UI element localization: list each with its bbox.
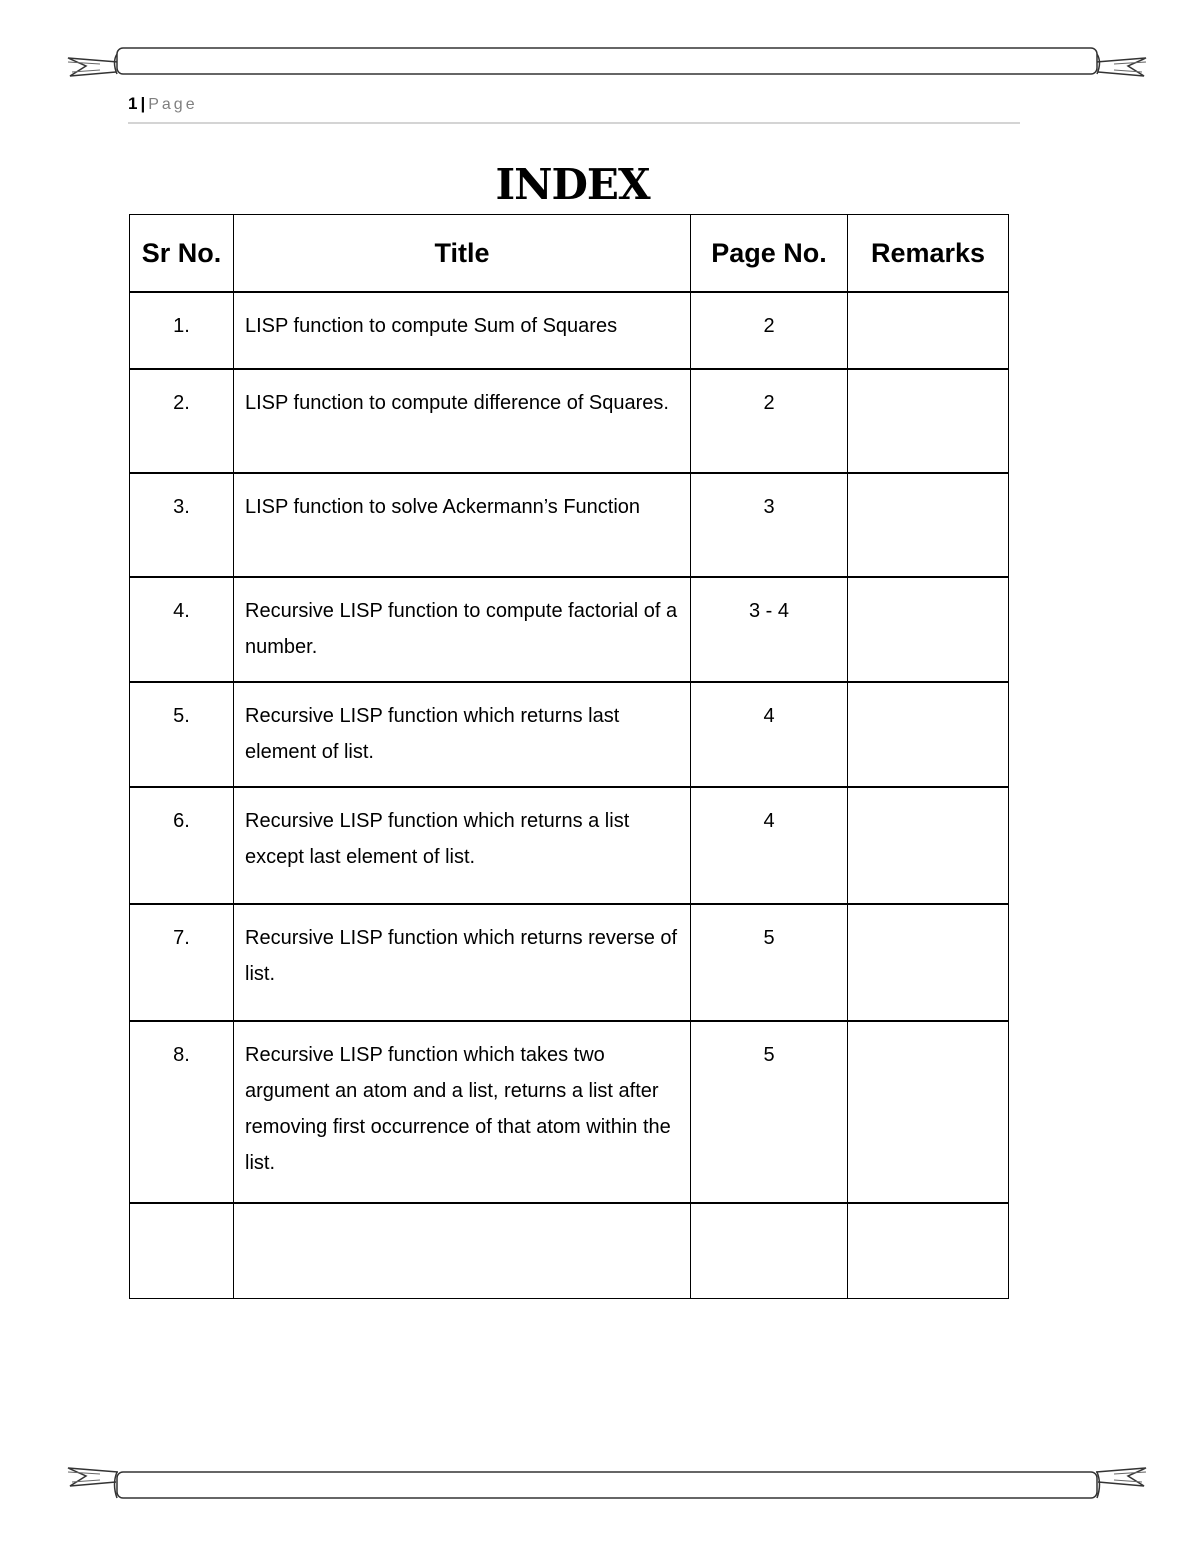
table-row — [130, 1203, 1009, 1298]
title-cell: Recursive LISP function which returns a list except last element of list. — [234, 787, 691, 904]
title-cell: Recursive LISP function which takes two argument an atom and a list, returns a list after removing first occurrence of that atom within the list. — [234, 1021, 691, 1203]
page-no-cell: 5 — [691, 1021, 848, 1203]
page-no-cell — [691, 1203, 848, 1298]
remarks-cell — [848, 473, 1009, 577]
index-title: INDEX — [495, 160, 650, 209]
table-row — [130, 292, 1009, 369]
remarks-cell — [848, 369, 1009, 473]
title-cell: Recursive LISP function to compute factorial of a number. — [234, 577, 691, 682]
sr-no-cell: 7. — [130, 904, 234, 1021]
table-row — [130, 787, 1009, 904]
table-row — [130, 473, 1009, 577]
sr-no-cell: 5. — [130, 682, 234, 787]
table-row — [130, 904, 1009, 1021]
title-cell: LISP function to solve Ackermann’s Function — [234, 473, 691, 577]
column-header-remarks: Remarks — [848, 215, 1009, 293]
table-header-row — [130, 215, 1009, 293]
page-label: Page — [148, 96, 198, 113]
table-row — [130, 682, 1009, 787]
title-cell: LISP function to compute difference of Squares. — [234, 369, 691, 473]
remarks-cell — [848, 682, 1009, 787]
column-header-sr-no: Sr No. — [130, 215, 234, 293]
remarks-cell — [848, 577, 1009, 682]
bottom-banner-border — [0, 1458, 1200, 1518]
page-number: 1 — [128, 94, 138, 113]
page-no-cell: 3 - 4 — [691, 577, 848, 682]
title-cell: Recursive LISP function which returns last element of list. — [234, 682, 691, 787]
page-header — [128, 94, 1020, 124]
title-cell — [234, 1203, 691, 1298]
sr-no-cell: 2. — [130, 369, 234, 473]
page-no-cell: 4 — [691, 682, 848, 787]
sr-no-cell: 3. — [130, 473, 234, 577]
column-header-page-no: Page No. — [691, 215, 848, 293]
page-separator: | — [140, 94, 146, 113]
table-row — [130, 369, 1009, 473]
page-no-cell: 5 — [691, 904, 848, 1021]
sr-no-cell: 6. — [130, 787, 234, 904]
page-no-cell: 2 — [691, 292, 848, 369]
page-no-cell: 3 — [691, 473, 848, 577]
table-row — [130, 577, 1009, 682]
sr-no-cell: 4. — [130, 577, 234, 682]
remarks-cell — [848, 1021, 1009, 1203]
remarks-cell — [848, 787, 1009, 904]
top-banner-border — [0, 34, 1200, 94]
table-row — [130, 1021, 1009, 1203]
sr-no-cell: 8. — [130, 1021, 234, 1203]
index-table — [129, 214, 1009, 1299]
remarks-cell — [848, 904, 1009, 1021]
title-cell: Recursive LISP function which returns reverse of list. — [234, 904, 691, 1021]
sr-no-cell: 1. — [130, 292, 234, 369]
column-header-title: Title — [234, 215, 691, 293]
remarks-cell — [848, 292, 1009, 369]
remarks-cell — [848, 1203, 1009, 1298]
page-no-cell: 2 — [691, 369, 848, 473]
sr-no-cell — [130, 1203, 234, 1298]
title-cell: LISP function to compute Sum of Squares — [234, 292, 691, 369]
page-no-cell: 4 — [691, 787, 848, 904]
